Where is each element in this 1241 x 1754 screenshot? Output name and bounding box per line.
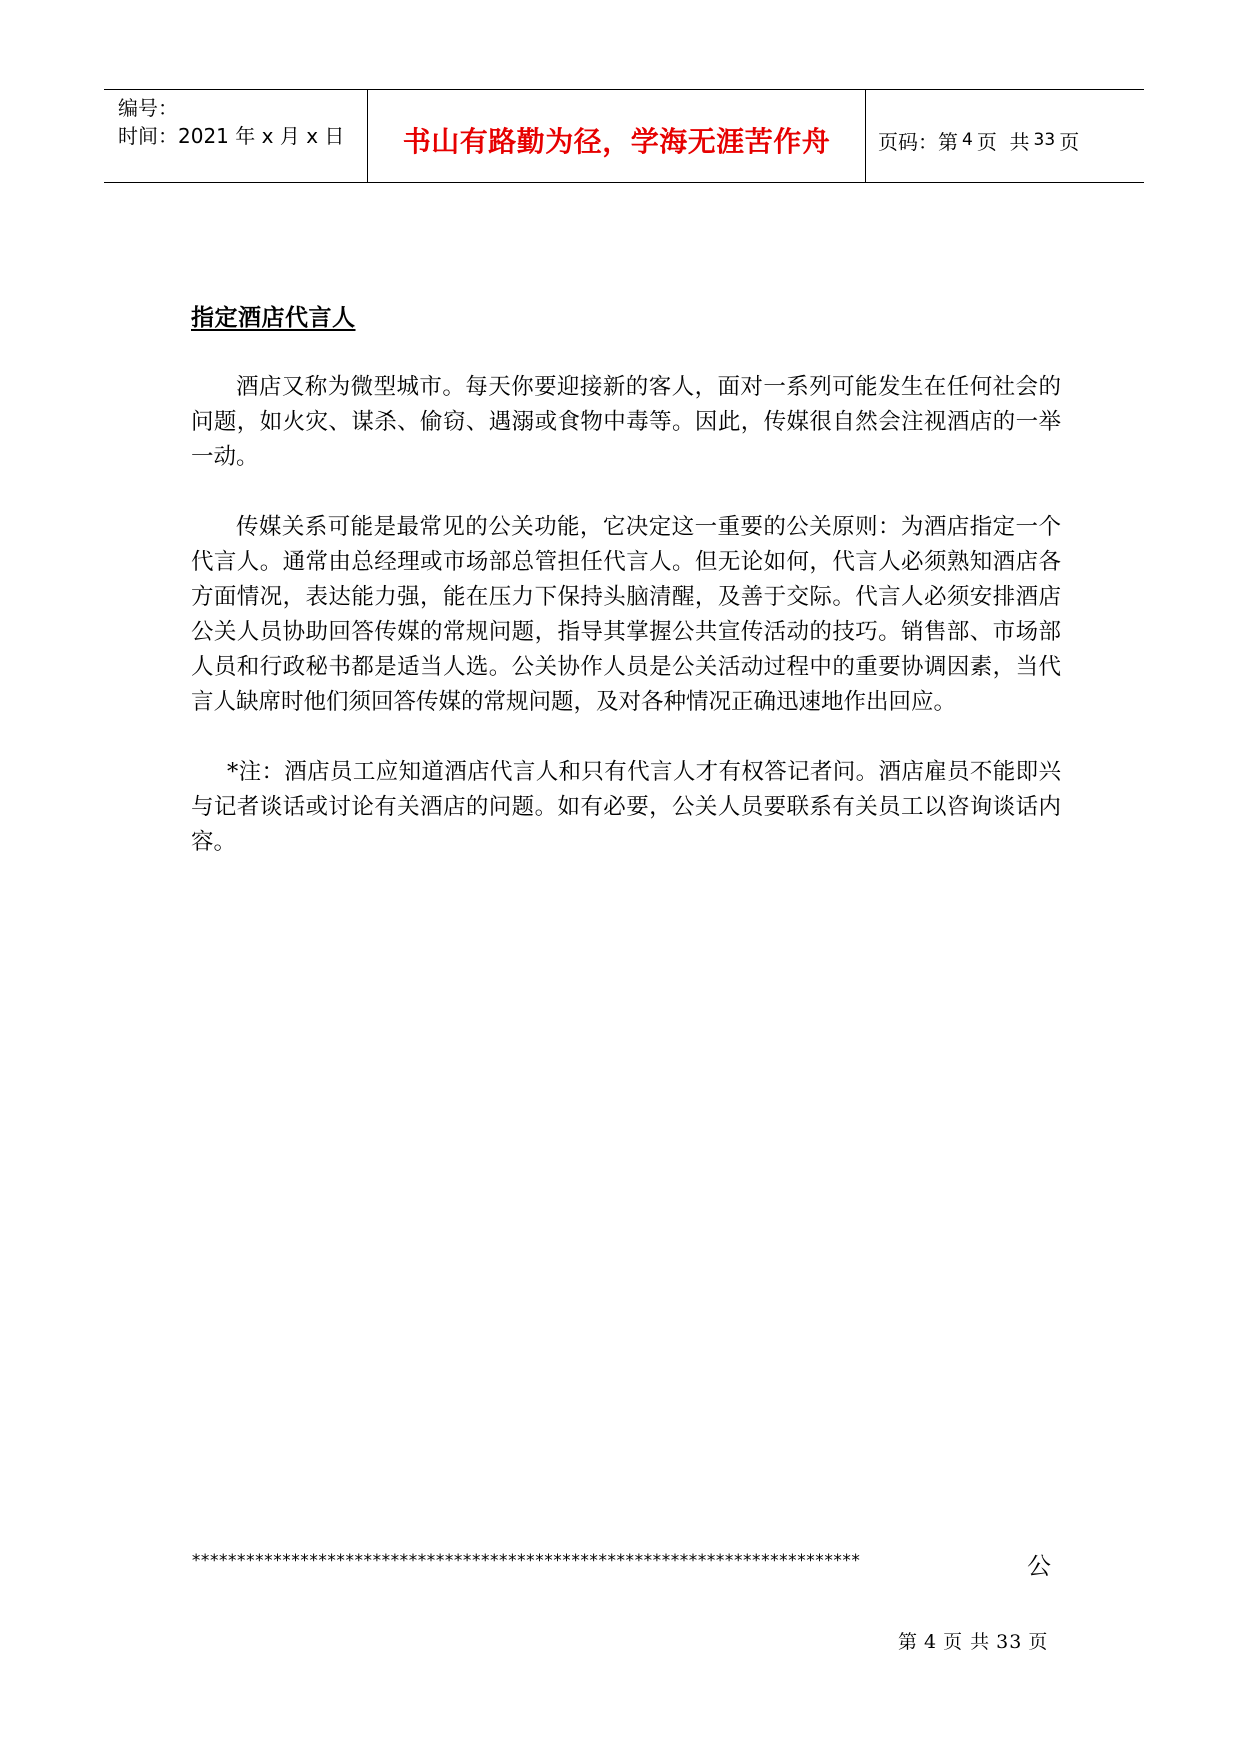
- header-page-cell: [866, 90, 1144, 182]
- footer-page-total: 33: [996, 1631, 1023, 1653]
- time-day: x: [306, 124, 319, 148]
- article-note: *注：酒店员工应知道酒店代言人和只有代言人才有权答记者问。酒店雇员不能即兴与记者谈话或讨论有关酒店的问题。如有必要，公关人员要联系有关员工以咨询谈话内容。: [191, 759, 1061, 855]
- header-info-cell: [104, 90, 368, 182]
- article-paragraph: 传媒关系可能是最常见的公关功能，它决定这一重要的公关原则：为酒店指定一个代言人。通常由总经理或市场部总管担任代言人。但无论如何，代言人必须熟知酒店各方面情况，表达能力强，能在压力下保持头脑清醒，及善于交际。代言人必须安排酒店公关人员协助回答传媒的常规问题，指导其掌握公共宣传活动的技巧。销售部、市场部人员和行政秘书都是适当人选。公关协作人员是公关活动过程中的重要协调因素，当代言人缺席时他们须回答传媒的常规问题，及对各种情况正确迅速地作出回应。: [191, 514, 1061, 715]
- header-motto-cell: [368, 90, 866, 182]
- header-page-current: 4: [962, 130, 973, 150]
- time-label: 时间：: [118, 124, 178, 148]
- serial-label: 编号：: [118, 96, 178, 120]
- time-day-suffix: 日: [324, 124, 345, 148]
- header-page-label: 页码：第: [878, 129, 958, 154]
- separator-trailing-char: 公: [1027, 1552, 1051, 1580]
- article-paragraph: 酒店又称为微型城市。每天你要迎接新的客人，面对一系列可能发生在任何社会的问题，如火灾、谋杀、偷窃、遇溺或食物中毒等。因此，传媒很自然会注视酒店的一举一动。: [191, 374, 1061, 470]
- footer-page-mid: 页 共: [943, 1631, 991, 1653]
- footer-page-suffix: 页: [1028, 1631, 1049, 1653]
- time-month: x: [261, 124, 274, 148]
- header-page-end: 页: [1059, 129, 1080, 154]
- time-month-suffix: 月: [279, 124, 300, 148]
- footer-page-number: [898, 1627, 1048, 1654]
- article-title: 指定酒店代言人: [191, 304, 356, 331]
- time-year: 2021: [178, 124, 229, 148]
- page-header: [104, 89, 1144, 183]
- time-line: [118, 122, 367, 150]
- header-page-total: 33: [1033, 130, 1056, 150]
- star-separator: **************************************************************************: [191, 1551, 860, 1571]
- time-year-suffix: 年: [235, 124, 256, 148]
- article-body: [191, 300, 1061, 860]
- header-page-mid: 页 共: [976, 129, 1030, 154]
- footer-page-current: 4: [924, 1631, 938, 1653]
- footer-page-prefix: 第: [898, 1631, 919, 1653]
- motto: 书山有路勤为径，学海无涯苦作舟: [402, 125, 831, 158]
